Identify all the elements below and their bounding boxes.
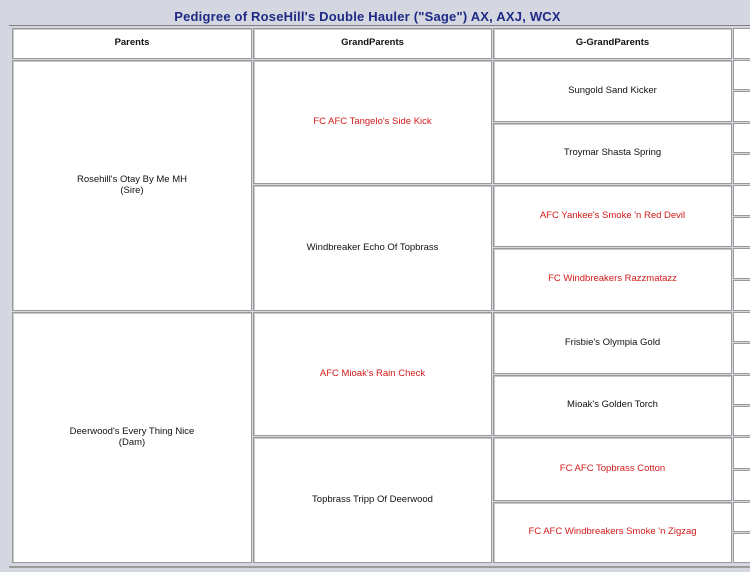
next-generation-cell — [733, 217, 750, 247]
next-generation-cell — [733, 248, 750, 279]
next-generation-cell — [733, 375, 750, 405]
header-grandparents: GrandParents — [253, 28, 492, 59]
next-generation-cell — [733, 343, 750, 374]
great-grandparent-cell[interactable]: Frisbie's Olympia Gold — [493, 312, 732, 374]
parent-dam[interactable] — [12, 312, 252, 563]
next-generation-cell — [733, 91, 750, 122]
sire-label: (Sire) — [120, 184, 144, 196]
next-generation-cell — [733, 123, 750, 153]
table-bottom-border — [9, 566, 750, 568]
header-parents: Parents — [12, 28, 252, 59]
great-grandparent-cell[interactable]: Mioak's Golden Torch — [493, 375, 732, 436]
header-next-column — [733, 28, 750, 59]
great-grandparent-cell[interactable]: FC Windbreakers Razzmatazz — [493, 248, 732, 311]
great-grandparent-cell[interactable]: AFC Yankee's Smoke 'n Red Devil — [493, 185, 732, 247]
great-grandparent-cell[interactable]: Sungold Sand Kicker — [493, 60, 732, 122]
next-generation-cell — [733, 280, 750, 311]
great-grandparent-cell[interactable]: Troymar Shasta Spring — [493, 123, 732, 184]
pedigree-table — [9, 25, 750, 568]
next-generation-cell — [733, 312, 750, 342]
next-generation-cell — [733, 60, 750, 90]
sire-name: Rosehill's Otay By Me MH — [76, 173, 188, 185]
next-generation-cell — [733, 154, 750, 184]
grandparent-cell[interactable]: Windbreaker Echo Of Topbrass — [253, 185, 492, 311]
grandparent-cell[interactable]: FC AFC Tangelo's Side Kick — [253, 60, 492, 184]
next-generation-cell — [733, 502, 750, 532]
next-generation-cell — [733, 470, 750, 501]
next-generation-cell — [733, 185, 750, 216]
grandparent-cell[interactable]: Topbrass Tripp Of Deerwood — [253, 437, 492, 563]
great-grandparent-cell[interactable]: FC AFC Topbrass Cotton — [493, 437, 732, 501]
great-grandparent-cell[interactable]: FC AFC Windbreakers Smoke 'n Zigzag — [493, 502, 732, 563]
dam-label: (Dam) — [118, 436, 146, 448]
next-generation-cell — [733, 437, 750, 469]
header-great-grandparents: G-GrandParents — [493, 28, 732, 59]
grandparent-cell[interactable]: AFC Mioak's Rain Check — [253, 312, 492, 436]
page-title: Pedigree of RoseHill's Double Hauler ("Sage") AX, AXJ, WCX — [174, 9, 561, 24]
parent-sire[interactable] — [12, 60, 252, 311]
next-generation-cell — [733, 406, 750, 436]
next-generation-cell — [733, 533, 750, 563]
dam-name: Deerwood's Every Thing Nice — [69, 425, 195, 437]
